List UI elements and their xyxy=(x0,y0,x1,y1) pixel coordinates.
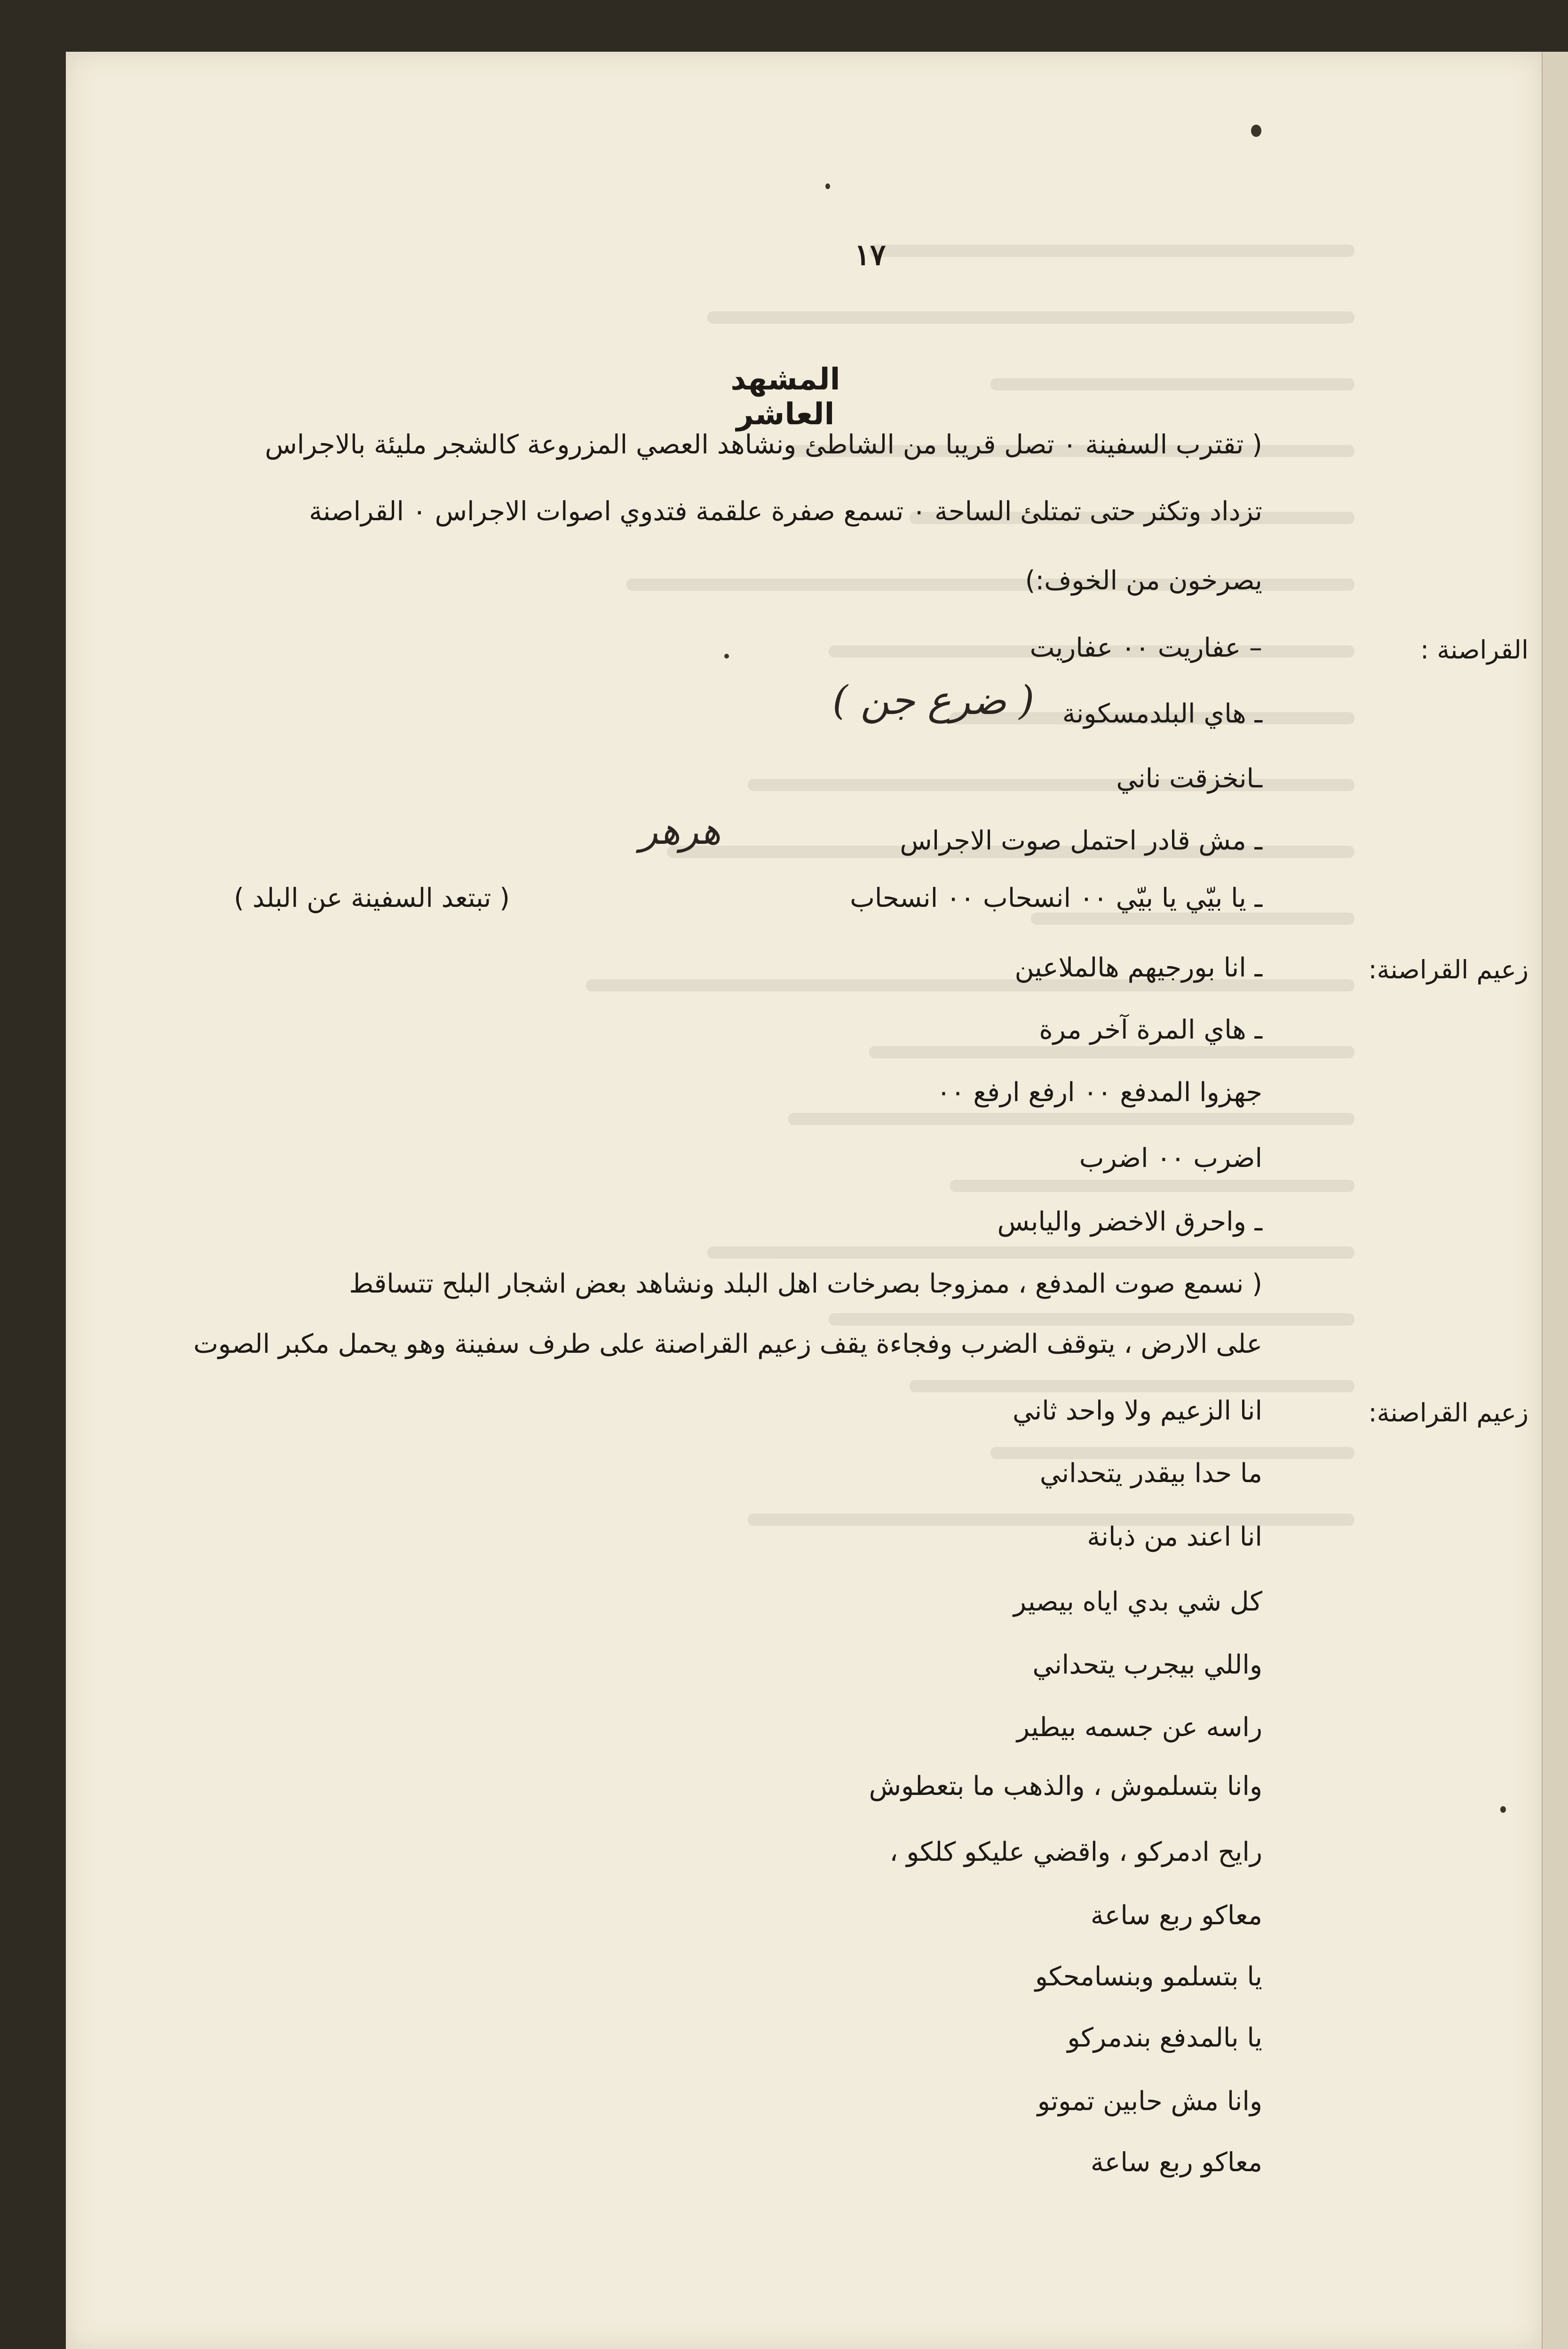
stage-direction-line: يصرخون من الخوف:) xyxy=(1025,565,1262,596)
dialogue-line: ـ مش قادر احتمل صوت الاجراس xyxy=(900,825,1262,856)
paper-speck xyxy=(1500,1806,1506,1813)
dialogue-line: ـ هاي البلدمسكونة xyxy=(1062,698,1262,729)
dialogue-line: انا اعند من ذبانة xyxy=(1087,1522,1262,1552)
dialogue-line: يا بالمدفع بندمركو xyxy=(1067,2023,1262,2053)
scene-title: المشهد العاشر xyxy=(730,362,840,432)
dialogue-line: رايح ادمركو ، واقضي عليكو كلكو ، xyxy=(889,1837,1262,1867)
speaker-label: زعيم القراصنة: xyxy=(1368,1398,1528,1428)
stage-direction-line: على الارض ، يتوقف الضرب وفجاءة يقف زعيم القراصنة على طرف سفينة وهو يحمل مكبر الصوت xyxy=(193,1329,1262,1359)
dialogue-line: وانا مش حابين تموتو xyxy=(1037,2086,1262,2117)
dialogue-line: انا الزعيم ولا واحد ثاني xyxy=(1012,1396,1262,1426)
speaker-label: القراصنة : xyxy=(1420,635,1528,665)
dialogue-line: جهزوا المدفع ٠٠ ارفع ارفع ٠٠ xyxy=(936,1077,1262,1108)
dialogue-line: ـ يا بيّي يا بيّي ٠٠ انسحاب ٠٠ انسحاب xyxy=(850,883,1262,913)
dialogue-line: راسه عن جسمه بيطير xyxy=(1016,1712,1262,1743)
dialogue-line: معاكو ربع ساعة xyxy=(1090,2147,1262,2178)
dialogue-line: ـانخزقت ناني xyxy=(1116,763,1262,794)
stage-direction-line: ( تبتعد السفينة عن البلد ) xyxy=(234,883,510,913)
stage-direction-line: ( نسمع صوت المدفع ، ممزوجا بصرخات اهل البلد ونشاهد بعض اشجار البلح تتساقط xyxy=(349,1269,1262,1299)
dialogue-line: يا بتسلمو وبنسامحكو xyxy=(1035,1961,1262,1992)
dialogue-line: واللي بيجرب يتحداني xyxy=(1032,1650,1262,1680)
dialogue-line: وانا بتسلموش ، والذهب ما بتعطوش xyxy=(869,1771,1262,1801)
handwritten-note: هرهر xyxy=(640,809,721,853)
dialogue-line: – عفاريت ٠٠ عفاريت xyxy=(1029,633,1262,663)
page-number: ١٧ xyxy=(854,238,886,272)
dialogue-line: ـ هاي المرة آخر مرة xyxy=(1039,1015,1262,1045)
dialogue-line: ـ انا بورجيهم هالملاعين xyxy=(1014,952,1262,983)
paper-speck xyxy=(825,183,830,189)
page-edge xyxy=(1542,52,1568,2349)
stage-direction-line: ( تقترب السفينة ٠ تصل قريبا من الشاطئ ونشاهد العصي المزروعة كالشجر مليئة بالاجراس xyxy=(265,429,1262,460)
speaker-label: زعيم القراصنة: xyxy=(1368,955,1528,984)
dialogue-line: معاكو ربع ساعة xyxy=(1090,1900,1262,1931)
dialogue-line: كل شي بدي اياه بيصير xyxy=(1013,1587,1262,1617)
handwritten-note: ( ضرع جن ) xyxy=(832,677,1035,723)
dialogue-line: ـ واحرق الاخضر واليابس xyxy=(997,1206,1262,1237)
stage-direction-line: تزداد وتكثر حتى تمتلئ الساحة ٠ تسمع صفرة علقمة فتدوي اصوات الاجراس ٠ القراصنة xyxy=(309,496,1262,527)
dialogue-line: ما حدا بيقدر يتحداني xyxy=(1039,1458,1262,1489)
paper-speck xyxy=(1251,125,1261,137)
dialogue-line: اضرب ٠٠ اضرب xyxy=(1079,1143,1262,1174)
